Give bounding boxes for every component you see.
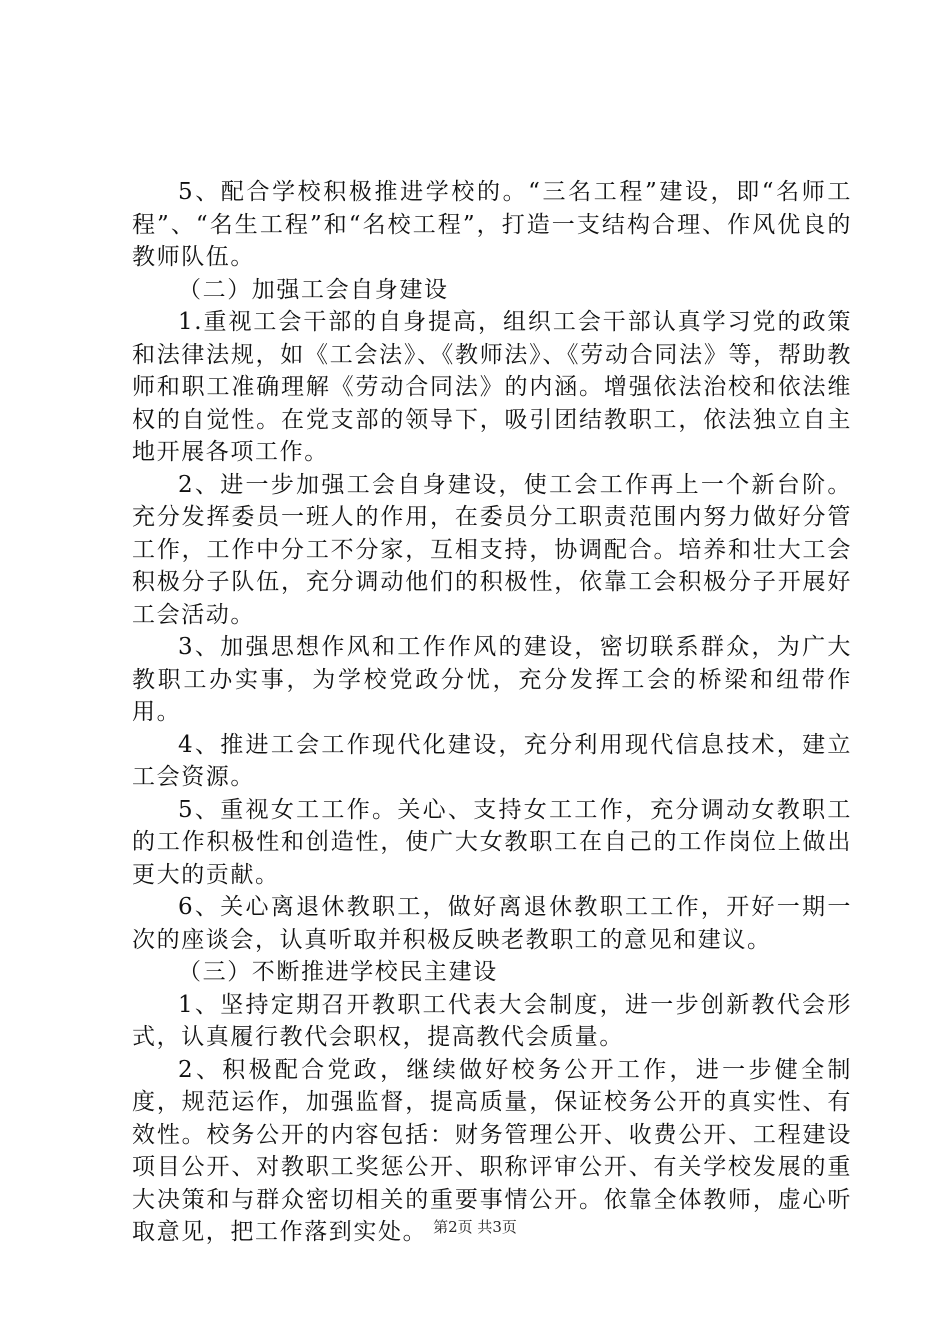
paragraph-modernization: 4、推进工会工作现代化建设，充分利用现代信息技术，建立工会资源。 <box>132 731 852 790</box>
paragraph-union-self-building: 2、进一步加强工会自身建设，使工会工作再上一个新台阶。充分发挥委员一班人的作用，在委员分工职责范围内努力做好分管工作，工作中分工不分家，互相支持，协调配合。培养和壮大工会积极分子队伍，充分调动他们的积极性，依靠工会积极分子开展好工会活动。 <box>132 471 852 628</box>
paragraph-cadre-improvement: 1.重视工会干部的自身提高，组织工会干部认真学习党的政策和法律法规，如《工会法》、《教师法》、《劳动合同法》等，帮助教师和职工准确理解《劳动合同法》的内涵。增强依法治校和依法维权的自觉性。在党支部的领导下，吸引团结教职工，依法独立自主地开展各项工作。 <box>132 309 852 465</box>
paragraph-item-5-famous-project: 5、配合学校积极推进学校的。“三名工程”建设，即“名师工程”、“名生工程”和“名校工程”，打造一支结构合理、作风优良的教师队伍。 <box>132 179 852 270</box>
page-number-footer: 第2页 共3页 <box>433 1218 517 1236</box>
document-body <box>132 176 852 1249</box>
paragraph-female-staff: 5、重视女工工作。关心、支持女工工作，充分调动女教职工的工作积极性和创造性，使广大女教职工在自己的工作岗位上做出更大的贡献。 <box>132 796 852 888</box>
paragraph-affairs-disclosure: 2、积极配合党政，继续做好校务公开工作，进一步健全制度，规范运作，加强监督，提高质量，保证校务公开的真实性、有效性。校务公开的内容包括：财务管理公开、收费公开、工程建设项目公开、对教职工奖惩公开、职称评审公开、有关学校发展的重大决策和与群众密切相关的重要事情公开。依靠全体教师，虚心听取意见，把工作落到实处。 <box>132 1056 852 1245</box>
paragraph-staff-congress: 1、坚持定期召开教职工代表大会制度，进一步创新教代会形式，认真履行教代会职权，提高教代会质量。 <box>132 991 852 1050</box>
paragraph-work-style: 3、加强思想作风和工作作风的建设，密切联系群众，为广大教职工办实事，为学校党政分忧，充分发挥工会的桥梁和纽带作用。 <box>132 634 852 725</box>
section-heading-democracy: （三）不断推进学校民主建设 <box>178 959 498 985</box>
paragraph-retired-staff: 6、关心离退休教职工，做好离退休教职工工作，开好一期一次的座谈会，认真听取并积极反映老教职工的意见和建议。 <box>132 894 852 953</box>
section-heading-union-building: （二）加强工会自身建设 <box>178 276 449 303</box>
